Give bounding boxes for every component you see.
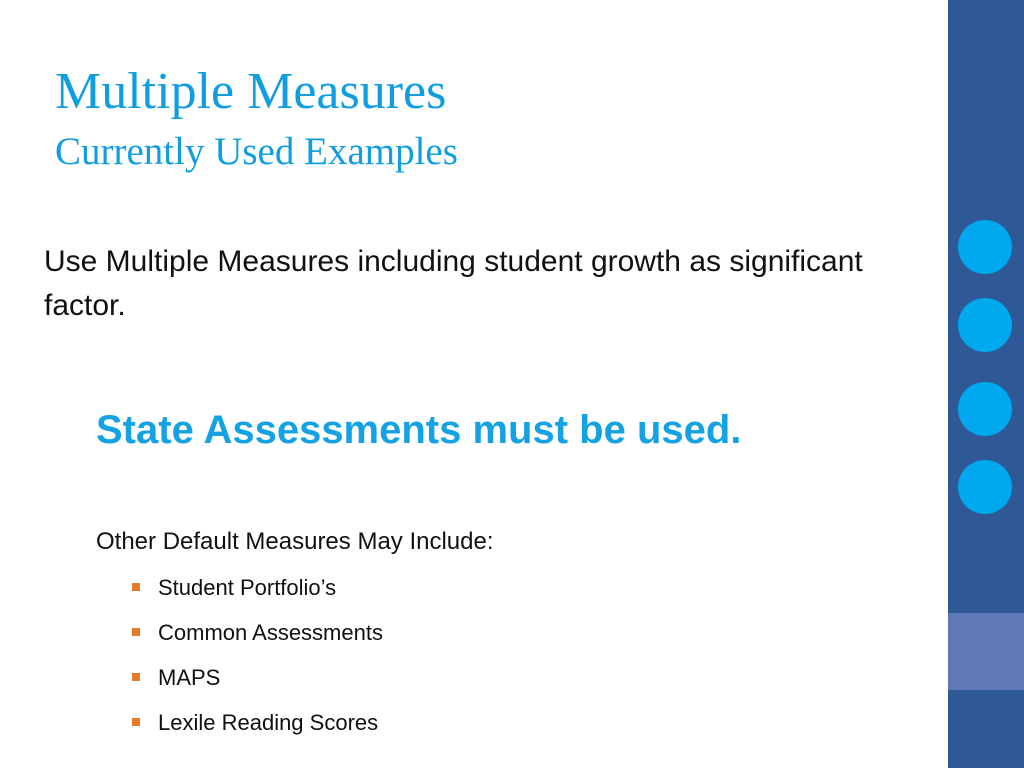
list-item-text: MAPS: [158, 665, 221, 690]
body-text: Use Multiple Measures including student growth as significant factor.: [44, 245, 863, 322]
emphasis-text: State Assessments must be used.: [96, 408, 742, 452]
decorative-circle-2: [958, 298, 1012, 352]
bullet-icon: [132, 718, 140, 726]
sidebar-accent-block: [948, 613, 1024, 690]
slide-title: [55, 63, 458, 173]
bullet-icon: [132, 673, 140, 681]
bullet-icon: [132, 628, 140, 636]
decorative-circle-4: [958, 460, 1012, 514]
list-item-text: Lexile Reading Scores: [158, 710, 379, 735]
title-main: Multiple Measures: [55, 63, 447, 120]
bullet-icon: [132, 583, 140, 591]
list-item-text: Common Assessments: [158, 620, 383, 645]
decorative-circle-1: [958, 220, 1012, 274]
title-subtitle: Currently Used Examples: [55, 130, 458, 173]
decorative-circle-3: [958, 382, 1012, 436]
list-heading: Other Default Measures May Include:: [96, 528, 494, 555]
list-item-text: Student Portfolio’s: [158, 575, 337, 600]
